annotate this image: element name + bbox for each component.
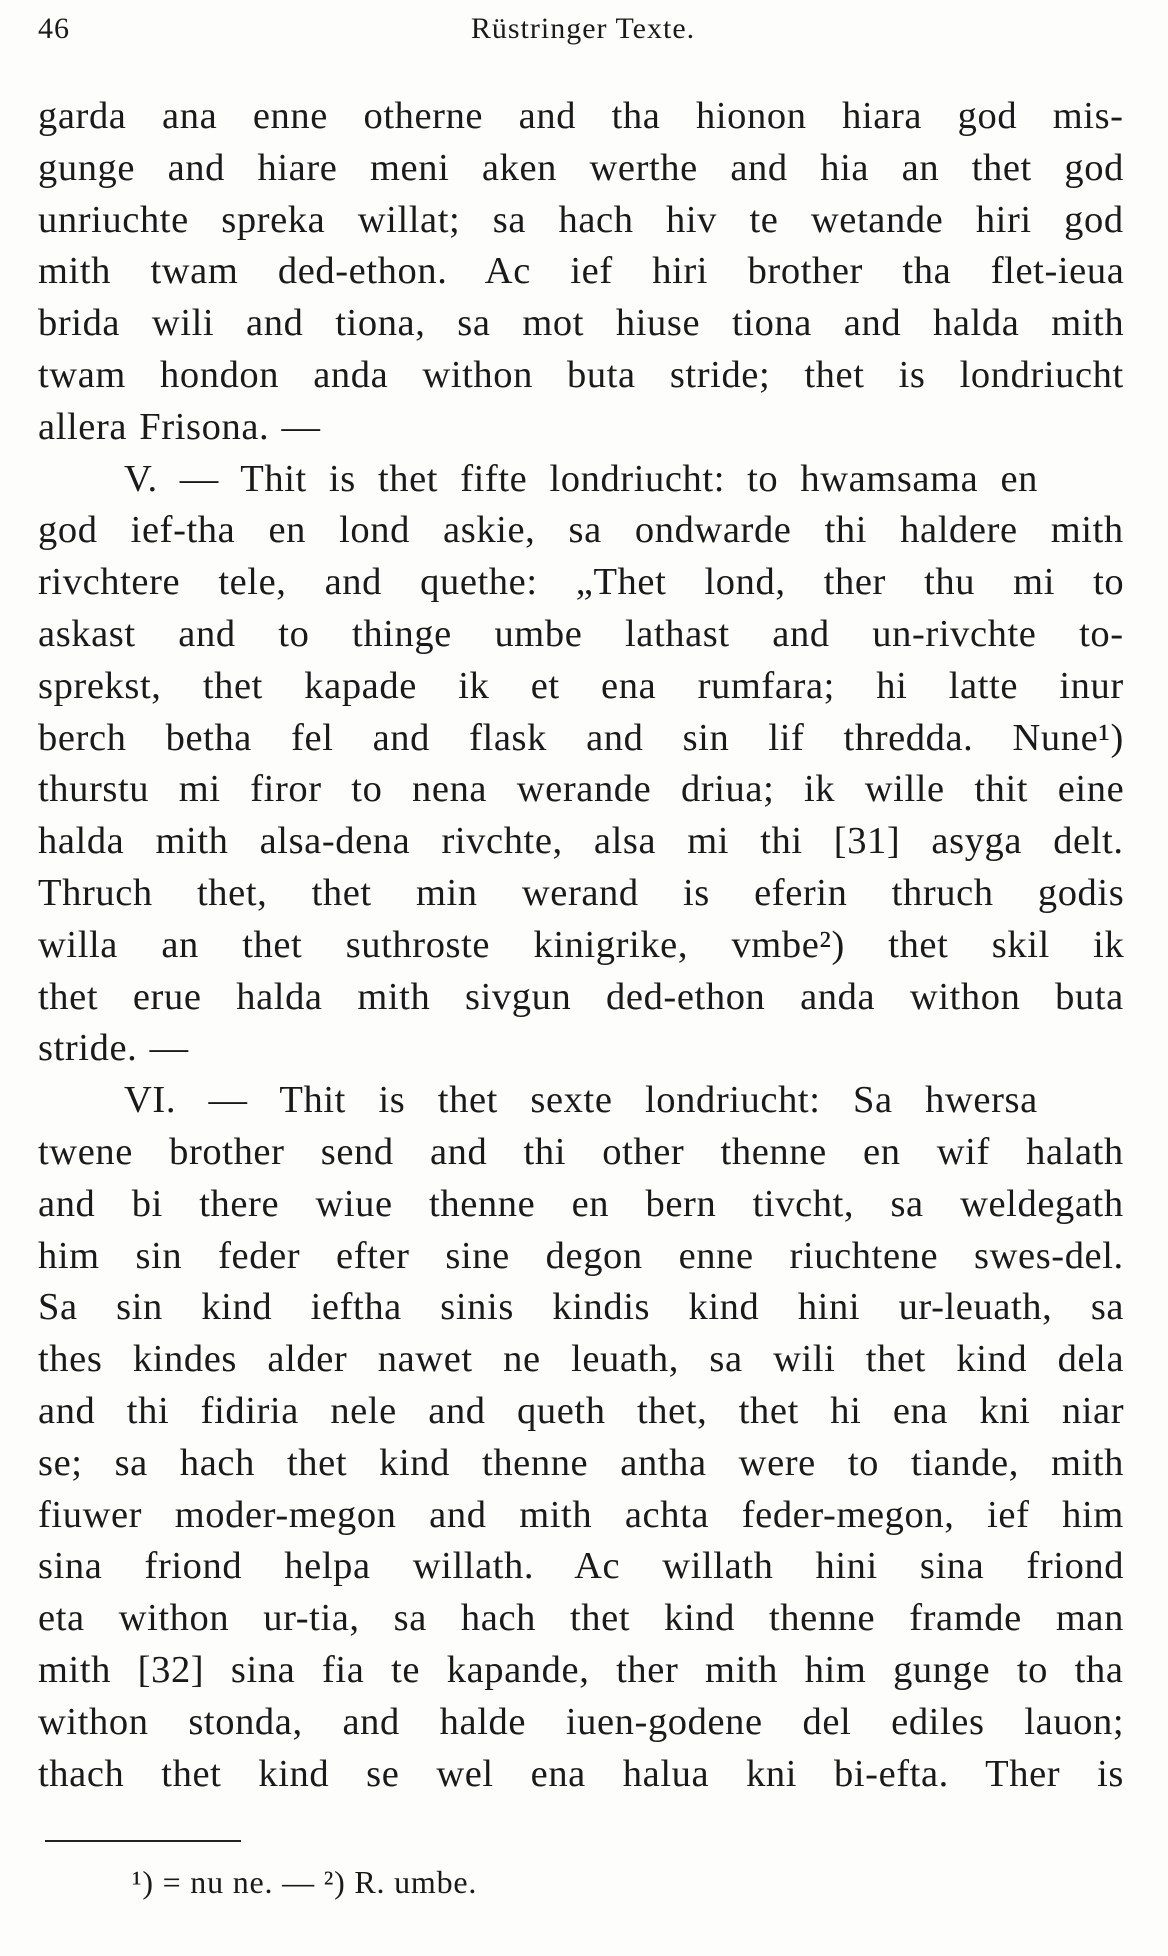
body-text <box>38 91 1124 1800</box>
footnote-rule <box>45 1840 241 1842</box>
text-line: and bi there wiue thenne en bern tivcht, sa weldegath <box>38 1182 1124 1225</box>
text-line: him sin feder efter sine degon enne riuchtene swes-del. <box>38 1234 1124 1277</box>
text-line: garda ana enne otherne and tha hionon hiara god mis- <box>38 95 1124 137</box>
text-line: berch betha fel and flask and sin lif thredda. Nune¹) <box>38 716 1124 759</box>
text-line: halda mith alsa-dena rivchte, alsa mi thi [31] asyga delt. <box>38 820 1124 863</box>
text-line: thurstu mi firor to nena werande driua; ik wille thit eine <box>38 768 1125 811</box>
page-number: 46 <box>38 12 70 45</box>
running-head: Rüstringer Texte. <box>470 12 696 45</box>
text-line: unriuchte spreka willat; sa hach hiv te wetande hiri god <box>38 198 1124 241</box>
text-line: allera Frisona. — <box>38 405 321 448</box>
text-line: se; sa hach thet kind thenne antha were to tiande, mith <box>38 1441 1124 1484</box>
text-line: stride. — <box>38 1027 189 1070</box>
text-line: fiuwer moder-megon and mith achta feder-megon, ief him <box>38 1493 1124 1536</box>
text-line: withon stonda, and halde iuen-godene del ediles lauon; <box>38 1700 1125 1743</box>
text-line: rivchtere tele, and quethe: „Thet lond, ther thu mi to <box>38 561 1125 604</box>
text-line: god ief-tha en lond askie, sa ondwarde thi haldere mith <box>38 509 1124 552</box>
text-line: willa an thet suthroste kinigrike, vmbe²) thet skil ik <box>38 923 1125 966</box>
text-line: thet erue halda mith sivgun ded-ethon anda withon buta <box>38 975 1124 1018</box>
text-line: Thruch thet, thet min werand is eferin thruch godis <box>38 871 1125 914</box>
text-line: Sa sin kind ieftha sinis kindis kind hini ur-leuath, sa <box>38 1286 1125 1329</box>
text-line: eta withon ur-tia, sa hach thet kind thenne framde man <box>38 1597 1124 1640</box>
text-line: twam hondon anda withon buta stride; thet is londriucht <box>38 353 1124 396</box>
text-line: mith twam ded-ethon. Ac ief hiri brother tha flet-ieua <box>38 250 1125 293</box>
text-line: gunge and hiare meni aken werthe and hia an thet god <box>38 146 1124 189</box>
text-line: brida wili and tiona, sa mot hiuse tiona and halda mith <box>38 302 1125 345</box>
text-line: and thi fidiria nele and queth thet, thet hi ena kni niar <box>38 1389 1125 1432</box>
footnote-text: ¹) = nu ne. — ²) R. umbe. <box>132 1864 478 1900</box>
section-heading-line: V. — Thit is thet fifte londriucht: to hwamsama en <box>124 457 1039 500</box>
page-header <box>38 12 1128 56</box>
text-line: sina friond helpa willath. Ac willath hini sina friond <box>38 1545 1125 1588</box>
text-line: mith [32] sina fia te kapande, ther mith him gunge to tha <box>38 1648 1124 1691</box>
text-line: sprekst, thet kapade ik et ena rumfara; hi latte inur <box>38 664 1124 707</box>
text-line: askast and to thinge umbe lathast and un-rivchte to- <box>38 612 1124 655</box>
text-line: thes kindes alder nawet ne leuath, sa wili thet kind dela <box>38 1338 1125 1381</box>
text-line: twene brother send and thi other thenne en wif halath <box>38 1130 1124 1173</box>
text-line: thach thet kind se wel ena halua kni bi-efta. Ther is <box>38 1752 1125 1795</box>
section-heading-line: VI. — Thit is thet sexte londriucht: Sa hwersa <box>124 1079 1038 1122</box>
